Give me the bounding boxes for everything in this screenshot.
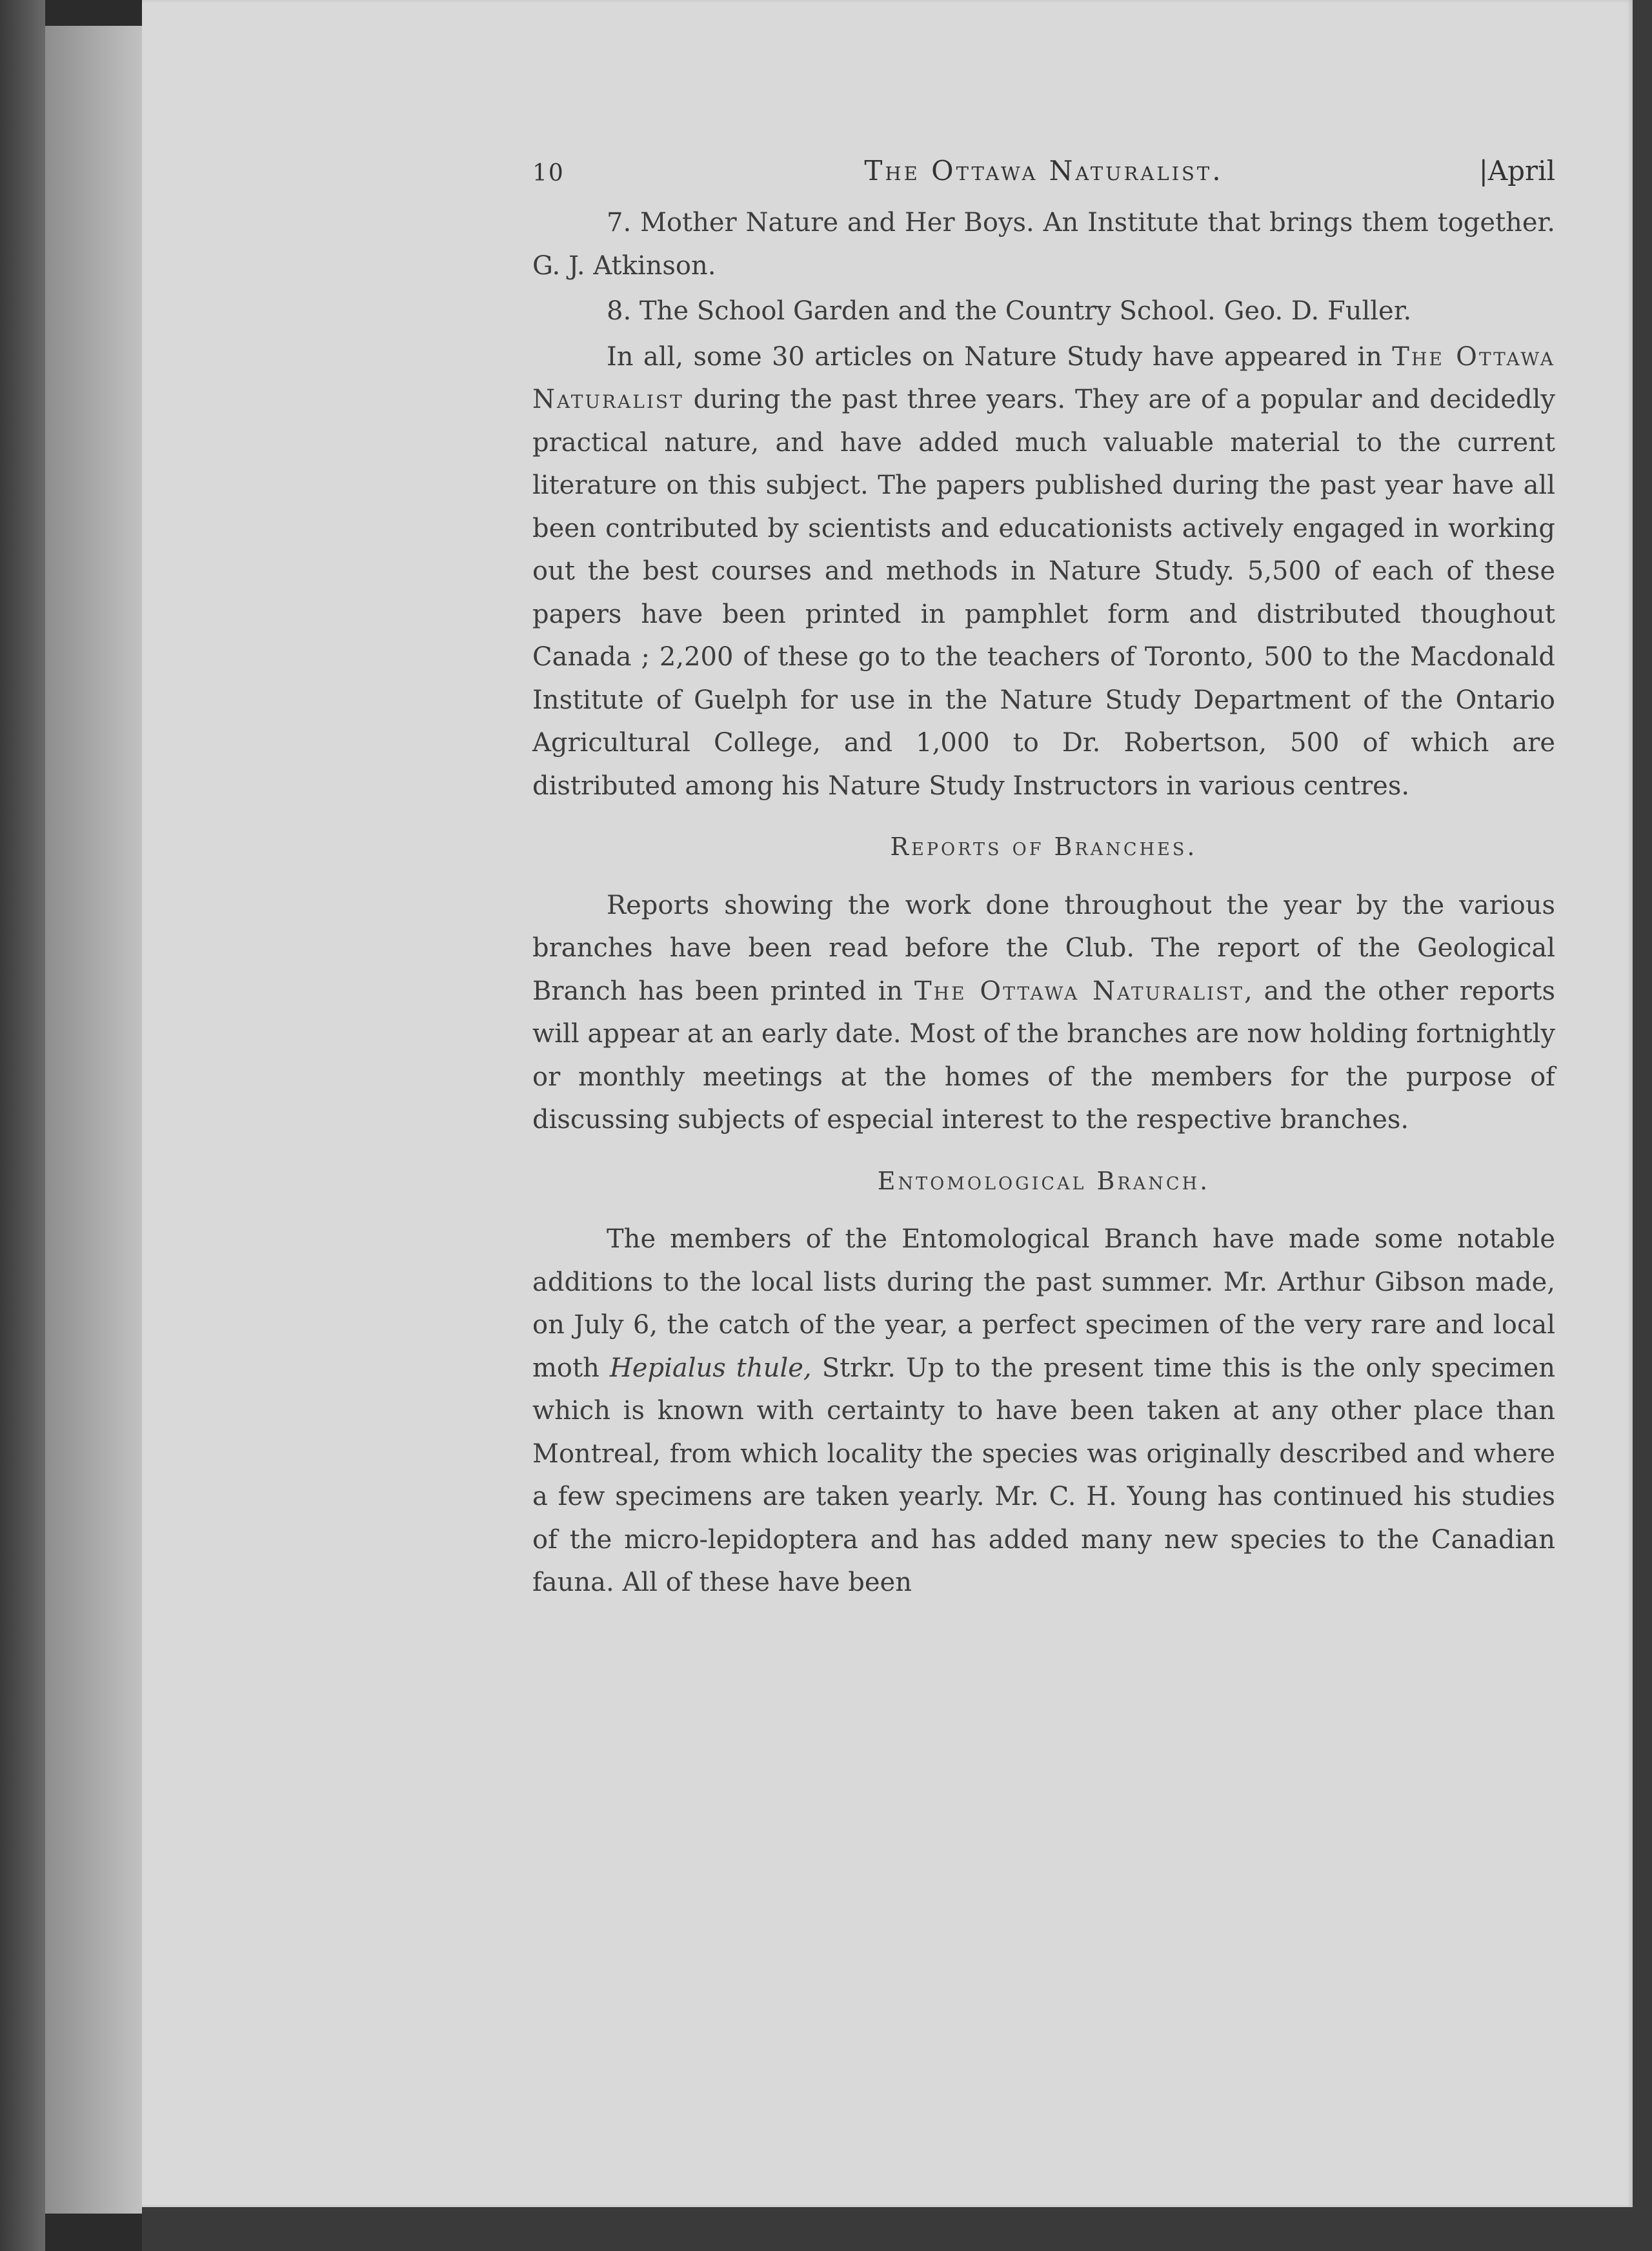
scanner-edge-left — [0, 0, 45, 2251]
species-name: Hepialus thule, — [609, 1353, 812, 1383]
journal-name-inline: The Ottawa Naturalist — [532, 341, 1556, 414]
issue-month: |April — [1478, 155, 1555, 187]
entomological-paragraph — [532, 1218, 1555, 1604]
scanner-edge-right — [1633, 0, 1652, 2251]
intro-text-a: In all, some 30 articles on Nature Study have appeared in — [607, 341, 1382, 372]
list-item-7: 7. Mother Nature and Her Boys. An Institute that brings them together. G. J. Atkinson. — [532, 208, 1555, 281]
intro-paragraph — [532, 336, 1555, 808]
journal-name-inline-2: The Ottawa Naturalist — [914, 976, 1244, 1006]
branches-text-b: , and the other reports will appear at an early date. Most of the branches are now holding fortnightly or monthly meetings at the homes of the members for the purpose of discussing subjects of especial interest to the respective branches. — [532, 976, 1556, 1135]
intro-text-b: during the past three years. They are of a popular and decidedly practical nature, and have added much valuable material to the current literature on this subject. The papers published during the past year have all been contributed by scientists and educationists actively engaged in working out the best courses and methods in Nature Study. 5,500 of each of these papers have been printed in pamphlet form and distributed thoughout Canada ; 2,200 of these go to the teachers of Toronto, 500 to the Macdonald Institute of Guelph for use in the Nature Study Department of the Ontario Agricultural College, and 1,000 to Dr. Robertson, 500 of which are distributed among his Nature Study Instructors in various centres. — [532, 385, 1556, 801]
underlying-page-edge — [45, 26, 148, 2214]
list-item-8: 8. The School Garden and the Country School. Geo. D. Fuller. — [607, 296, 1412, 326]
branches-text-a: Reports showing the work done throughout the year by the various branches have been read before the Club. The report of the Geological Branch has been printed in — [532, 890, 1555, 1006]
section-heading-entomological: Entomological Branch. — [877, 1166, 1211, 1195]
journal-title: The Ottawa Naturalist. — [864, 155, 1224, 187]
scanner-edge-bottom — [142, 2207, 1652, 2251]
branches-paragraph — [532, 884, 1555, 1142]
page-number: 10 — [532, 160, 565, 187]
running-header — [532, 147, 1555, 199]
section-heading-branches: Reports of Branches. — [890, 833, 1198, 861]
page-content — [532, 147, 1555, 1604]
entomological-text-b: Strkr. Up to the present time this is the only specimen which is known with certainty to have been taken at any other place than Montreal, from which locality the species was originally described and where a few specimens are taken yearly. Mr. C. H. Young has continued his studies of the micro-lepidoptera and has added many new species to the Canadian fauna. All of these have been — [532, 1353, 1556, 1597]
entomological-text-a: The members of the Entomological Branch have made some notable additions to the local lists during the past summer. Mr. Arthur Gibson made, on July 6, the catch of the year, a perfect specimen of the very rare and local moth — [532, 1224, 1555, 1383]
